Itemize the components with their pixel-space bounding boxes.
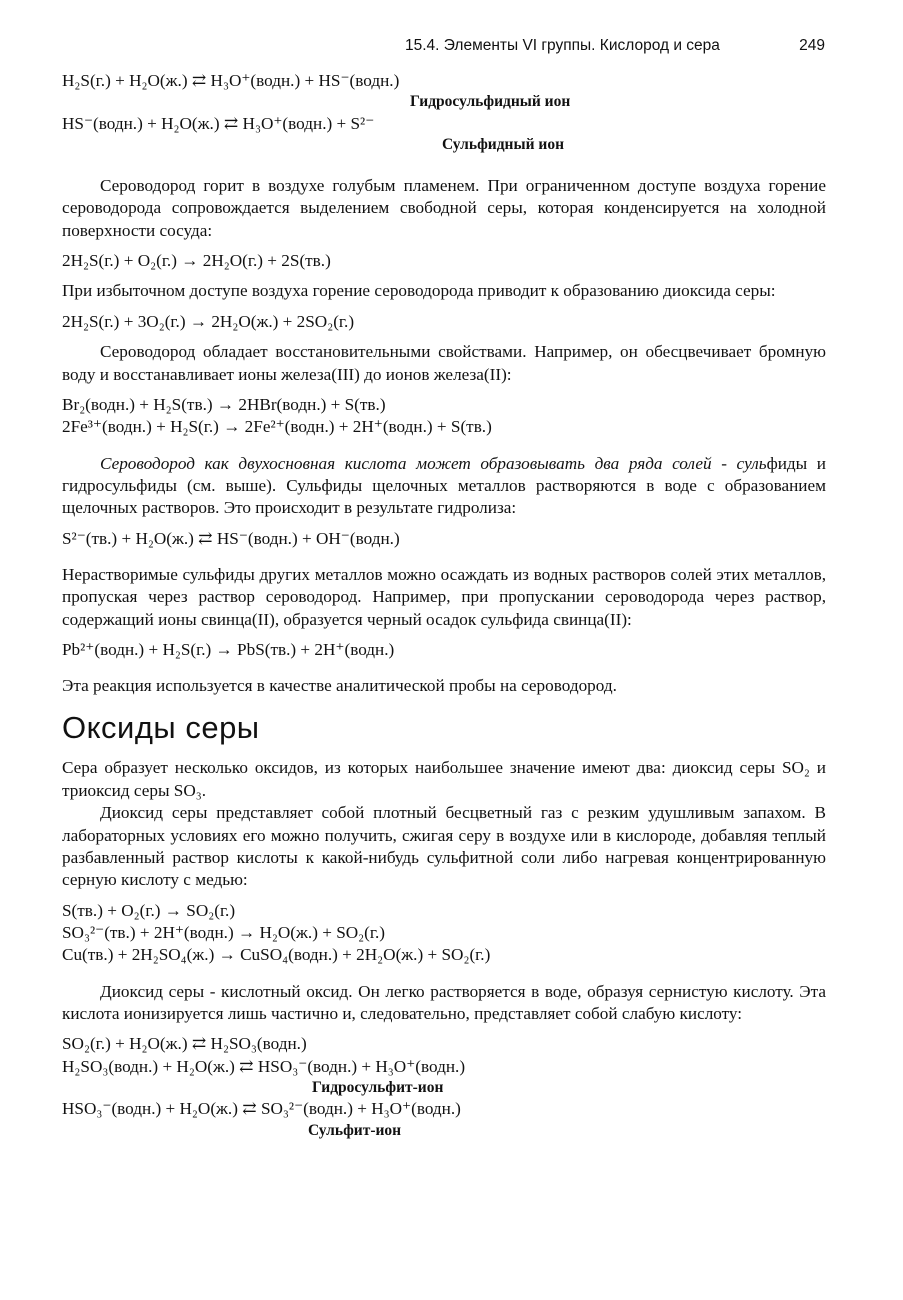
running-header [405,36,825,56]
ion-label: Гидросульфидный ион [410,93,571,111]
page-body [62,70,826,1141]
paragraph: Сера образует несколько оксидов, из которых наибольшее значение имеют два: диоксид серы SO₂ и триоксид серы SO₃. [62,758,826,800]
running-title: 15.4. Элементы VI группы. Кислород и сера [405,37,720,54]
equation: 2H₂S(г.) + 3O₂(г.) → 2H₂O(ж.) + 2SO₂(г.) [62,311,355,331]
paragraph [62,453,826,520]
section-heading: Оксиды серы [62,709,260,745]
equation: HS⁻(водн.) + H₂O(ж.) ⇄ H₃O⁺(водн.) + S²⁻ [62,113,375,133]
ion-label: Сульфидный ион [442,135,565,153]
equation: 2Fe³⁺(водн.) + H₂S(г.) → 2Fe²⁺(водн.) + 2H⁺(водн.) + S(тв.) [62,417,492,437]
equation: S²⁻(тв.) + H₂O(ж.) ⇄ HS⁻(водн.) + OH⁻(водн.) [62,528,400,548]
paragraph: Эта реакция используется в качестве аналитической пробы на сероводород. [62,676,617,696]
paragraph: Нерастворимые сульфиды других металлов можно осаждать из водных растворов солей этих металлов, пропуская через раствор сероводород. Например, при пропускании сероводорода через раствор, содержащий ионы свинца(II), образуется черный осадок сульфида свинца(II): [62,565,826,629]
ion-label: Гидросульфит-ион [312,1079,444,1097]
paragraph: Диоксид серы представляет собой плотный бесцветный газ с резким удушливым запахом. В лабораторных условиях его можно получить, сжигая серу в воздухе или в кислороде, добавляя теплый разбавленный раствор кислоты к какой-нибудь сульфитной соли либо нагревая концентрированную серную кислоту с медью: [62,803,826,890]
paragraph: Сероводород горит в воздухе голубым пламенем. При ограниченном доступе воздуха горение сероводорода сопровождается выделением свободной серы, которая конденсируется на холодной поверхности сосуда: [62,176,826,240]
equation: H₂SO₃(водн.) + H₂O(ж.) ⇄ HSO₃⁻(водн.) + H₃O⁺(водн.) [62,1056,466,1076]
paragraph: Диоксид серы - кислотный оксид. Он легко растворяется в воде, образуя сернистую кислоту. Эта кислота ионизируется лишь частично и, следовательно, представляет собой слабую кислоту: [62,981,826,1024]
equation: Cu(тв.) + 2H₂SO₄(ж.) → CuSO₄(водн.) + 2H₂O(ж.) + SO₂(г.) [62,945,491,965]
equation: SO₃²⁻(тв.) + 2H⁺(водн.) → H₂O(ж.) + SO₂(г.) [62,922,386,942]
paragraph: Сероводород обладает восстановительными свойствами. Например, он обесцвечивает бромную воду и восстанавливает ионы железа(III) до ионов железа(II): [62,342,826,384]
equation: H₂S(г.) + H₂O(ж.) ⇄ H₃O⁺(водн.) + HS⁻(водн.) [62,71,400,90]
equation: 2H₂S(г.) + O₂(г.) → 2H₂O(г.) + 2S(тв.) [62,251,331,271]
equation: SO₂(г.) + H₂O(ж.) ⇄ H₂SO₃(водн.) [62,1034,307,1054]
equation: HSO₃⁻(водн.) + H₂O(ж.) ⇄ SO₃²⁻(водн.) + H₃O⁺(водн.) [62,1099,461,1119]
paragraph-continuation: фиды и гидросульфиды (см. выше). Сульфиды щелочных металлов растворяются в воде с образованием щелочных растворов. Это происходит в результате гидролиза: [62,453,827,518]
ion-label: Сульфит-ион [308,1121,402,1139]
page-number: 249 [799,37,825,54]
paragraph: При избыточном доступе воздуха горение сероводорода приводит к образованию диоксида серы: [62,281,776,301]
equation: Br₂(водн.) + H₂S(тв.) → 2HBr(водн.) + S(тв.) [62,394,386,414]
italic-statement: Сероводород как двухосновная кислота может образовывать два ряда солей - суль [100,453,767,473]
equation: Pb²⁺(водн.) + H₂S(г.) → PbS(тв.) + 2H⁺(водн.) [62,640,395,660]
equation: S(тв.) + O₂(г.) → SO₂(г.) [62,900,236,920]
